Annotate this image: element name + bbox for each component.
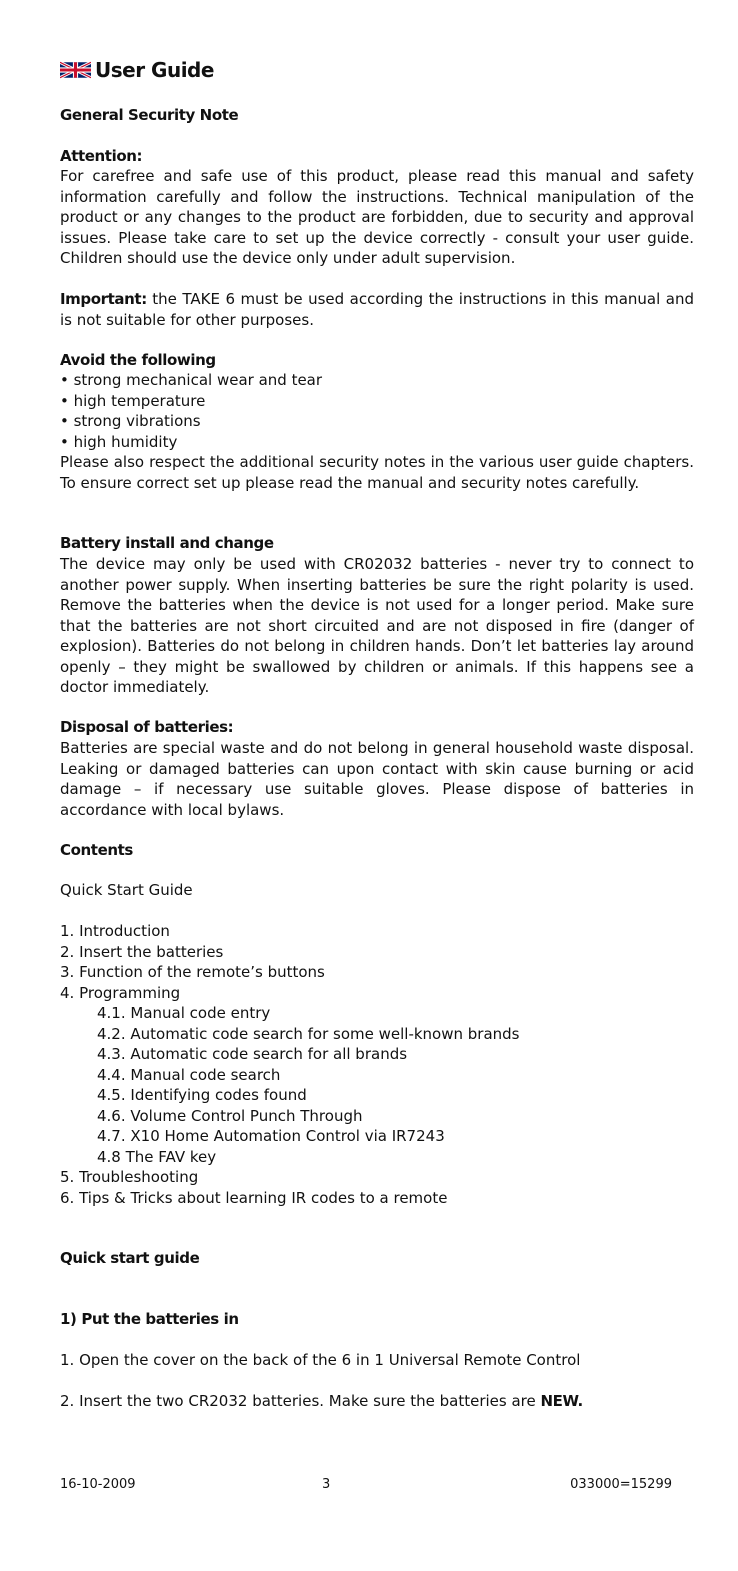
security-heading: General Security Note <box>60 106 239 124</box>
step-1: 1. Open the cover on the back of the 6 in 1 Universal Remote Control <box>60 1351 581 1369</box>
disposal-heading: Disposal of batteries: <box>60 718 234 736</box>
important-paragraph <box>60 289 694 330</box>
list-item: 4.1. Manual code entry <box>97 1004 271 1022</box>
list-item: 3. Function of the remote’s buttons <box>60 963 325 981</box>
list-item: 2. Insert the batteries <box>60 942 224 961</box>
important-text: the TAKE 6 must be used according the instructions in this manual and is not suitable for other purposes. <box>60 290 694 329</box>
important-label: Important: <box>60 290 147 308</box>
page-title <box>60 58 214 82</box>
attention-label: Attention: <box>60 147 143 165</box>
list-item: 4.3. Automatic code search for all brands <box>97 1045 408 1063</box>
step-heading: 1) Put the batteries in <box>60 1310 239 1328</box>
contents-heading: Contents <box>60 841 133 859</box>
disposal-paragraph: Batteries are special waste and do not belong in general household waste disposal. Leaking or damaged batteries can upon contact with skin cause burning or acid damage – if necessary use suitable gloves. Please dispose of batteries in accordance with local bylaws. <box>60 739 694 819</box>
list-item: 4.7. X10 Home Automation Control via IR7243 <box>97 1127 445 1145</box>
avoid-note: Please also respect the additional security notes in the various user guide chapters. To ensure correct set up please read the manual and security notes carefully. <box>60 453 694 492</box>
battery-heading: Battery install and change <box>60 534 274 552</box>
step-2 <box>60 1391 694 1412</box>
title-text: User Guide <box>95 58 214 82</box>
footer-page-number: 3 <box>322 1477 331 1492</box>
battery-paragraph: The device may only be used with CR02032 batteries - never try to connect to another power supply. When inserting batteries be sure the right polarity is used. Remove the batteries when the device is not used for a longer period. Make sure that the batteries are not short circuited and are not disposed in fire (danger of explosion). Batteries do not belong in children hands. Don’t let batteries lay around openly – they might be swallowed by children or animals. If this happens see a doctor immediately. <box>60 555 694 696</box>
avoid-heading: Avoid the following <box>60 351 216 369</box>
footer-date: 16-10-2009 <box>60 1477 136 1492</box>
footer-code: 033000=15299 <box>570 1477 672 1492</box>
list-item: 4.2. Automatic code search for some well-known brands <box>97 1024 520 1043</box>
list-item: 4. Programming <box>60 983 181 1002</box>
list-item: 4.5. Identifying codes found <box>97 1086 307 1104</box>
list-item: 4.4. Manual code search <box>97 1065 281 1084</box>
list-item: 4.6. Volume Control Punch Through <box>97 1106 363 1125</box>
attention-paragraph: For carefree and safe use of this product, please read this manual and safety information carefully and follow the instructions. Technical manipulation of the product or any changes to the product are forbidden, due to security and approval issues. Please take care to set up the device correctly - consult your user guide. Children should use the device only under adult supervision. <box>60 167 694 267</box>
list-item: • strong vibrations <box>60 412 201 430</box>
uk-flag-icon <box>60 60 91 80</box>
step-2-text: 2. Insert the two CR2032 batteries. Make sure the batteries are <box>60 1392 541 1410</box>
list-item: • strong mechanical wear and tear <box>60 371 323 389</box>
list-item: 6. Tips & Tricks about learning IR codes to a remote <box>60 1188 448 1207</box>
list-item: 1. Introduction <box>60 922 170 940</box>
quick-start-heading: Quick start guide <box>60 1249 200 1267</box>
contents-quick-start: Quick Start Guide <box>60 881 193 899</box>
list-item: 5. Troubleshooting <box>60 1168 199 1186</box>
list-item: • high humidity <box>60 432 178 451</box>
list-item: • high temperature <box>60 391 206 410</box>
step-2-bold: NEW. <box>540 1392 583 1410</box>
avoid-list <box>60 370 694 452</box>
contents-list <box>60 921 694 1208</box>
list-item: 4.8 The FAV key <box>97 1147 217 1166</box>
